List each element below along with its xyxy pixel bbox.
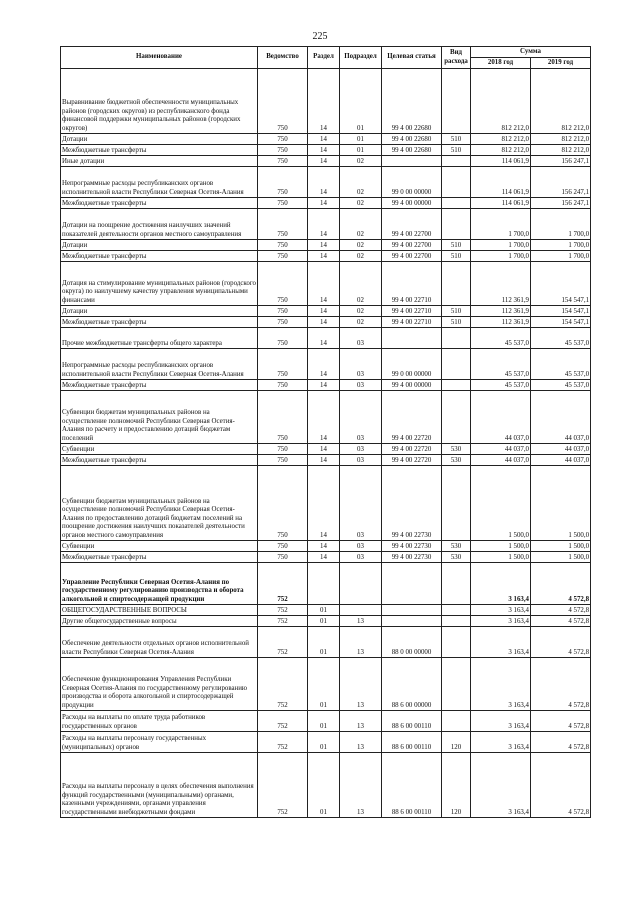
cell-sum-2018: 45 537,0 — [471, 349, 531, 380]
cell-subsection: 13 — [340, 658, 382, 711]
cell-sum-2018: 812 212,0 — [471, 134, 531, 145]
cell-name: Обеспечение функционирования Управления Республики Северная Осетия-Алания по государственному регулированию производства и оборота алкогольной и спиртосодержащей продукции — [61, 658, 258, 711]
cell-sum-2019: 156 247,1 — [531, 156, 591, 167]
cell-subsection: 02 — [340, 209, 382, 240]
header-sum: Сумма — [471, 47, 591, 58]
cell-sum-2018: 3 163,4 — [471, 753, 531, 818]
table-row — [61, 134, 591, 145]
cell-expense-type: 510 — [442, 317, 471, 328]
cell-name: Дотации — [61, 306, 258, 317]
cell-sum-2019: 1 700,0 — [531, 209, 591, 240]
cell-section: 14 — [308, 380, 340, 391]
cell-subsection: 03 — [340, 444, 382, 455]
cell-subsection: 02 — [340, 317, 382, 328]
table-row — [61, 444, 591, 455]
cell-sum-2018: 3 163,4 — [471, 711, 531, 732]
cell-sum-2018: 44 037,0 — [471, 455, 531, 466]
cell-dept: 750 — [258, 69, 308, 134]
cell-subsection: 02 — [340, 156, 382, 167]
cell-section: 14 — [308, 444, 340, 455]
cell-sum-2018: 1 500,0 — [471, 552, 531, 563]
cell-subsection: 13 — [340, 627, 382, 658]
cell-sum-2018: 112 361,9 — [471, 317, 531, 328]
cell-section: 01 — [308, 605, 340, 616]
cell-sum-2019: 4 572,8 — [531, 627, 591, 658]
cell-subsection: 03 — [340, 391, 382, 444]
cell-section: 01 — [308, 711, 340, 732]
header-expense-type: Вид расхода — [442, 47, 471, 69]
table-row — [61, 616, 591, 627]
cell-subsection — [340, 605, 382, 616]
cell-subsection: 02 — [340, 167, 382, 198]
cell-sum-2018: 3 163,4 — [471, 563, 531, 605]
cell-section — [308, 563, 340, 605]
cell-expense-type — [442, 466, 471, 541]
cell-expense-type: 510 — [442, 134, 471, 145]
cell-target — [382, 563, 442, 605]
cell-expense-type — [442, 198, 471, 209]
cell-sum-2019: 1 500,0 — [531, 466, 591, 541]
cell-sum-2019: 4 572,8 — [531, 605, 591, 616]
table-row — [61, 156, 591, 167]
cell-expense-type — [442, 605, 471, 616]
cell-sum-2019: 1 500,0 — [531, 541, 591, 552]
header-2018: 2018 год — [471, 58, 531, 69]
cell-target: 99 4 00 22700 — [382, 209, 442, 240]
cell-sum-2018: 114 061,9 — [471, 167, 531, 198]
table-row — [61, 627, 591, 658]
cell-target: 99 4 00 22730 — [382, 541, 442, 552]
cell-subsection: 03 — [340, 349, 382, 380]
cell-sum-2019: 4 572,8 — [531, 563, 591, 605]
cell-section: 01 — [308, 658, 340, 711]
header-2019: 2019 год — [531, 58, 591, 69]
cell-subsection: 13 — [340, 711, 382, 732]
cell-sum-2018: 1 700,0 — [471, 240, 531, 251]
cell-sum-2018: 1 500,0 — [471, 466, 531, 541]
header-dept: Ведомство — [258, 47, 308, 69]
cell-name: Расходы на выплаты персоналу в целях обеспечения выполнения функций государственными (муниципальными) органами, казенными учреждениями, органами управления государственными внебюджетными фондами — [61, 753, 258, 818]
cell-expense-type — [442, 616, 471, 627]
cell-section: 14 — [308, 262, 340, 306]
cell-name: Межбюджетные трансферты — [61, 198, 258, 209]
cell-dept: 750 — [258, 466, 308, 541]
cell-sum-2018: 1 500,0 — [471, 541, 531, 552]
cell-dept: 750 — [258, 391, 308, 444]
cell-subsection: 13 — [340, 753, 382, 818]
cell-name: Управление Республики Северная Осетия-Алания по государственному регулированию производства и оборота алкогольной и спиртосодержащей продукции — [61, 563, 258, 605]
cell-name: Субвенции — [61, 444, 258, 455]
cell-target: 99 4 00 00000 — [382, 198, 442, 209]
cell-subsection: 03 — [340, 455, 382, 466]
cell-sum-2018: 45 537,0 — [471, 328, 531, 349]
cell-name: Субвенции бюджетам муниципальных районов на осуществление полномочий Республики Северная Осетия-Алания по предоставлению дотаций бюджетам поселений на поощрение достижения наилучших показателей деятельности органов местного самоуправления — [61, 466, 258, 541]
cell-dept: 750 — [258, 167, 308, 198]
cell-dept: 750 — [258, 328, 308, 349]
cell-dept: 752 — [258, 627, 308, 658]
cell-sum-2018: 3 163,4 — [471, 732, 531, 753]
cell-subsection: 13 — [340, 616, 382, 627]
cell-sum-2019: 1 700,0 — [531, 251, 591, 262]
cell-section: 01 — [308, 616, 340, 627]
cell-name: ОБЩЕГОСУДАРСТВЕННЫЕ ВОПРОСЫ — [61, 605, 258, 616]
cell-dept: 750 — [258, 306, 308, 317]
cell-section: 14 — [308, 328, 340, 349]
table-row — [61, 328, 591, 349]
cell-expense-type — [442, 391, 471, 444]
cell-name: Иные дотации — [61, 156, 258, 167]
cell-subsection: 03 — [340, 328, 382, 349]
cell-sum-2018: 44 037,0 — [471, 391, 531, 444]
cell-target: 99 4 00 22700 — [382, 251, 442, 262]
cell-sum-2019: 154 547,1 — [531, 317, 591, 328]
cell-expense-type — [442, 209, 471, 240]
cell-sum-2019: 156 247,1 — [531, 167, 591, 198]
cell-section: 14 — [308, 317, 340, 328]
cell-section: 14 — [308, 552, 340, 563]
cell-target: 88 6 00 00110 — [382, 753, 442, 818]
cell-subsection — [340, 563, 382, 605]
cell-expense-type — [442, 167, 471, 198]
cell-target — [382, 616, 442, 627]
cell-subsection: 02 — [340, 262, 382, 306]
cell-target: 99 4 00 22680 — [382, 145, 442, 156]
table-row — [61, 69, 591, 134]
cell-sum-2018: 114 061,9 — [471, 156, 531, 167]
cell-dept: 750 — [258, 455, 308, 466]
cell-subsection: 03 — [340, 466, 382, 541]
cell-sum-2019: 156 247,1 — [531, 198, 591, 209]
cell-sum-2019: 45 537,0 — [531, 349, 591, 380]
cell-target: 99 4 00 22680 — [382, 134, 442, 145]
cell-sum-2019: 4 572,8 — [531, 732, 591, 753]
table-row — [61, 240, 591, 251]
cell-expense-type — [442, 627, 471, 658]
table-row — [61, 167, 591, 198]
cell-name: Дотация на стимулирование муниципальных районов (городского округа) по наилучшему качеству управления муниципальными финансами — [61, 262, 258, 306]
cell-dept: 750 — [258, 552, 308, 563]
cell-target: 99 4 00 22710 — [382, 317, 442, 328]
cell-target: 88 6 00 00110 — [382, 732, 442, 753]
cell-target: 99 4 00 22720 — [382, 444, 442, 455]
table-row — [61, 317, 591, 328]
cell-sum-2018: 812 212,0 — [471, 145, 531, 156]
cell-dept: 750 — [258, 156, 308, 167]
cell-target — [382, 156, 442, 167]
cell-sum-2018: 1 700,0 — [471, 209, 531, 240]
cell-expense-type: 530 — [442, 541, 471, 552]
cell-sum-2019: 4 572,8 — [531, 658, 591, 711]
cell-section: 14 — [308, 455, 340, 466]
cell-target: 99 4 00 22710 — [382, 262, 442, 306]
cell-section: 14 — [308, 145, 340, 156]
cell-sum-2019: 45 537,0 — [531, 328, 591, 349]
cell-name: Обеспечение деятельности отдельных органов исполнительной власти Республики Северная Осетия-Алания — [61, 627, 258, 658]
cell-name: Расходы на выплаты персоналу государственных (муниципальных) органов — [61, 732, 258, 753]
cell-target: 99 0 00 00000 — [382, 167, 442, 198]
cell-section: 14 — [308, 349, 340, 380]
cell-sum-2019: 812 212,0 — [531, 145, 591, 156]
cell-expense-type — [442, 658, 471, 711]
cell-name: Субвенции бюджетам муниципальных районов на осуществление полномочий Республики Северная Осетия-Алания по расчету и предоставлению дотаций бюджетам поселений — [61, 391, 258, 444]
cell-expense-type — [442, 380, 471, 391]
cell-expense-type — [442, 328, 471, 349]
cell-sum-2019: 154 547,1 — [531, 306, 591, 317]
table-row — [61, 455, 591, 466]
cell-dept: 750 — [258, 209, 308, 240]
cell-section: 14 — [308, 541, 340, 552]
cell-subsection: 02 — [340, 306, 382, 317]
cell-target: 99 4 00 22730 — [382, 466, 442, 541]
cell-sum-2018: 112 361,9 — [471, 262, 531, 306]
cell-dept: 750 — [258, 262, 308, 306]
cell-dept: 752 — [258, 605, 308, 616]
cell-target — [382, 328, 442, 349]
cell-section: 14 — [308, 240, 340, 251]
cell-dept: 750 — [258, 317, 308, 328]
cell-name: Межбюджетные трансферты — [61, 317, 258, 328]
cell-dept: 752 — [258, 753, 308, 818]
cell-section: 14 — [308, 306, 340, 317]
cell-sum-2019: 1 500,0 — [531, 552, 591, 563]
cell-sum-2018: 812 212,0 — [471, 69, 531, 134]
cell-expense-type: 510 — [442, 145, 471, 156]
cell-target: 88 6 00 00000 — [382, 658, 442, 711]
cell-expense-type: 120 — [442, 732, 471, 753]
table-row — [61, 198, 591, 209]
cell-sum-2019: 154 547,1 — [531, 262, 591, 306]
cell-name: Дотации на поощрение достижения наилучших значений показателей деятельности органов местного самоуправления — [61, 209, 258, 240]
cell-sum-2019: 45 537,0 — [531, 380, 591, 391]
cell-dept: 750 — [258, 349, 308, 380]
cell-target — [382, 605, 442, 616]
cell-section: 14 — [308, 251, 340, 262]
cell-expense-type: 510 — [442, 240, 471, 251]
page-number: 225 — [312, 31, 328, 42]
cell-name: Межбюджетные трансферты — [61, 455, 258, 466]
cell-section: 01 — [308, 627, 340, 658]
cell-sum-2019: 4 572,8 — [531, 616, 591, 627]
cell-expense-type — [442, 69, 471, 134]
table-row — [61, 251, 591, 262]
cell-target: 99 4 00 22700 — [382, 240, 442, 251]
cell-subsection: 02 — [340, 198, 382, 209]
cell-subsection: 01 — [340, 69, 382, 134]
cell-expense-type: 510 — [442, 251, 471, 262]
cell-sum-2018: 45 537,0 — [471, 380, 531, 391]
cell-subsection: 03 — [340, 380, 382, 391]
cell-subsection: 01 — [340, 145, 382, 156]
cell-target: 99 4 00 22710 — [382, 306, 442, 317]
cell-name: Межбюджетные трансферты — [61, 552, 258, 563]
cell-target: 99 0 00 00000 — [382, 349, 442, 380]
cell-sum-2019: 44 037,0 — [531, 444, 591, 455]
table-row — [61, 658, 591, 711]
cell-section: 14 — [308, 156, 340, 167]
cell-sum-2018: 3 163,4 — [471, 627, 531, 658]
cell-dept: 752 — [258, 658, 308, 711]
cell-expense-type: 530 — [442, 444, 471, 455]
table-row — [61, 563, 591, 605]
table-row — [61, 145, 591, 156]
cell-name: Межбюджетные трансферты — [61, 145, 258, 156]
cell-dept: 750 — [258, 240, 308, 251]
cell-target: 99 4 00 22720 — [382, 455, 442, 466]
cell-section: 14 — [308, 209, 340, 240]
cell-name: Субвенции — [61, 541, 258, 552]
cell-sum-2019: 812 212,0 — [531, 134, 591, 145]
cell-expense-type — [442, 262, 471, 306]
cell-name: Прочие межбюджетные трансферты общего характера — [61, 328, 258, 349]
cell-sum-2018: 3 163,4 — [471, 605, 531, 616]
cell-target: 88 6 00 00110 — [382, 711, 442, 732]
cell-name: Выравнивание бюджетной обеспеченности муниципальных районов (городских округов) из республиканского фонда финансовой поддержки муниципальных районов (городских округов) — [61, 69, 258, 134]
cell-section: 14 — [308, 167, 340, 198]
cell-section: 14 — [308, 69, 340, 134]
cell-dept: 750 — [258, 198, 308, 209]
header-name: Наименование — [61, 47, 258, 69]
table-row — [61, 209, 591, 240]
table-row — [61, 753, 591, 818]
cell-subsection: 02 — [340, 251, 382, 262]
cell-sum-2019: 4 572,8 — [531, 711, 591, 732]
cell-section: 14 — [308, 391, 340, 444]
table-row — [61, 605, 591, 616]
cell-name: Межбюджетные трансферты — [61, 251, 258, 262]
cell-target: 99 4 00 22680 — [382, 69, 442, 134]
cell-section: 14 — [308, 466, 340, 541]
cell-sum-2018: 112 361,9 — [471, 306, 531, 317]
cell-subsection: 03 — [340, 541, 382, 552]
table-row — [61, 541, 591, 552]
cell-sum-2018: 44 037,0 — [471, 444, 531, 455]
cell-expense-type: 120 — [442, 753, 471, 818]
cell-dept: 752 — [258, 732, 308, 753]
cell-subsection: 13 — [340, 732, 382, 753]
cell-sum-2018: 1 700,0 — [471, 251, 531, 262]
cell-target: 88 0 00 00000 — [382, 627, 442, 658]
cell-expense-type: 530 — [442, 552, 471, 563]
cell-dept: 750 — [258, 380, 308, 391]
cell-section: 14 — [308, 134, 340, 145]
cell-dept: 752 — [258, 711, 308, 732]
cell-name: Межбюджетные трансферты — [61, 380, 258, 391]
cell-target: 99 4 00 22720 — [382, 391, 442, 444]
cell-name: Другие общегосударственные вопросы — [61, 616, 258, 627]
table-row — [61, 262, 591, 306]
cell-section: 01 — [308, 732, 340, 753]
cell-dept: 750 — [258, 134, 308, 145]
table-row — [61, 391, 591, 444]
cell-expense-type — [442, 349, 471, 380]
cell-sum-2019: 812 212,0 — [531, 69, 591, 134]
cell-dept: 750 — [258, 251, 308, 262]
cell-subsection: 03 — [340, 552, 382, 563]
cell-name: Непрограммные расходы республиканских органов исполнительной власти Республики Северная Осетия-Алания — [61, 167, 258, 198]
cell-section: 14 — [308, 198, 340, 209]
cell-sum-2019: 44 037,0 — [531, 391, 591, 444]
cell-sum-2019: 1 700,0 — [531, 240, 591, 251]
table-row — [61, 306, 591, 317]
cell-target: 99 4 00 00000 — [382, 380, 442, 391]
table-row — [61, 711, 591, 732]
cell-subsection: 01 — [340, 134, 382, 145]
header-target: Целевая статья — [382, 47, 442, 69]
cell-dept: 752 — [258, 563, 308, 605]
table-row — [61, 380, 591, 391]
cell-section: 01 — [308, 753, 340, 818]
cell-target: 99 4 00 22730 — [382, 552, 442, 563]
cell-sum-2018: 3 163,4 — [471, 616, 531, 627]
cell-expense-type — [442, 711, 471, 732]
cell-expense-type: 510 — [442, 306, 471, 317]
cell-expense-type — [442, 156, 471, 167]
header-subsection: Подраздел — [340, 47, 382, 69]
cell-dept: 750 — [258, 541, 308, 552]
table-body — [61, 69, 591, 818]
cell-name: Дотации — [61, 134, 258, 145]
cell-sum-2018: 114 061,9 — [471, 198, 531, 209]
cell-sum-2019: 44 037,0 — [531, 455, 591, 466]
budget-table — [60, 46, 591, 818]
table-row — [61, 349, 591, 380]
header-section: Раздел — [308, 47, 340, 69]
cell-subsection: 02 — [340, 240, 382, 251]
cell-name: Непрограммные расходы республиканских органов исполнительной власти Республики Северная Осетия-Алания — [61, 349, 258, 380]
cell-name: Дотации — [61, 240, 258, 251]
cell-dept: 750 — [258, 145, 308, 156]
table-row — [61, 466, 591, 541]
cell-expense-type: 530 — [442, 455, 471, 466]
cell-sum-2019: 4 572,8 — [531, 753, 591, 818]
table-row — [61, 552, 591, 563]
cell-dept: 752 — [258, 616, 308, 627]
cell-expense-type — [442, 563, 471, 605]
table-row — [61, 732, 591, 753]
cell-name: Расходы на выплаты по оплате труда работников государственных органов — [61, 711, 258, 732]
cell-dept: 750 — [258, 444, 308, 455]
cell-sum-2018: 3 163,4 — [471, 658, 531, 711]
